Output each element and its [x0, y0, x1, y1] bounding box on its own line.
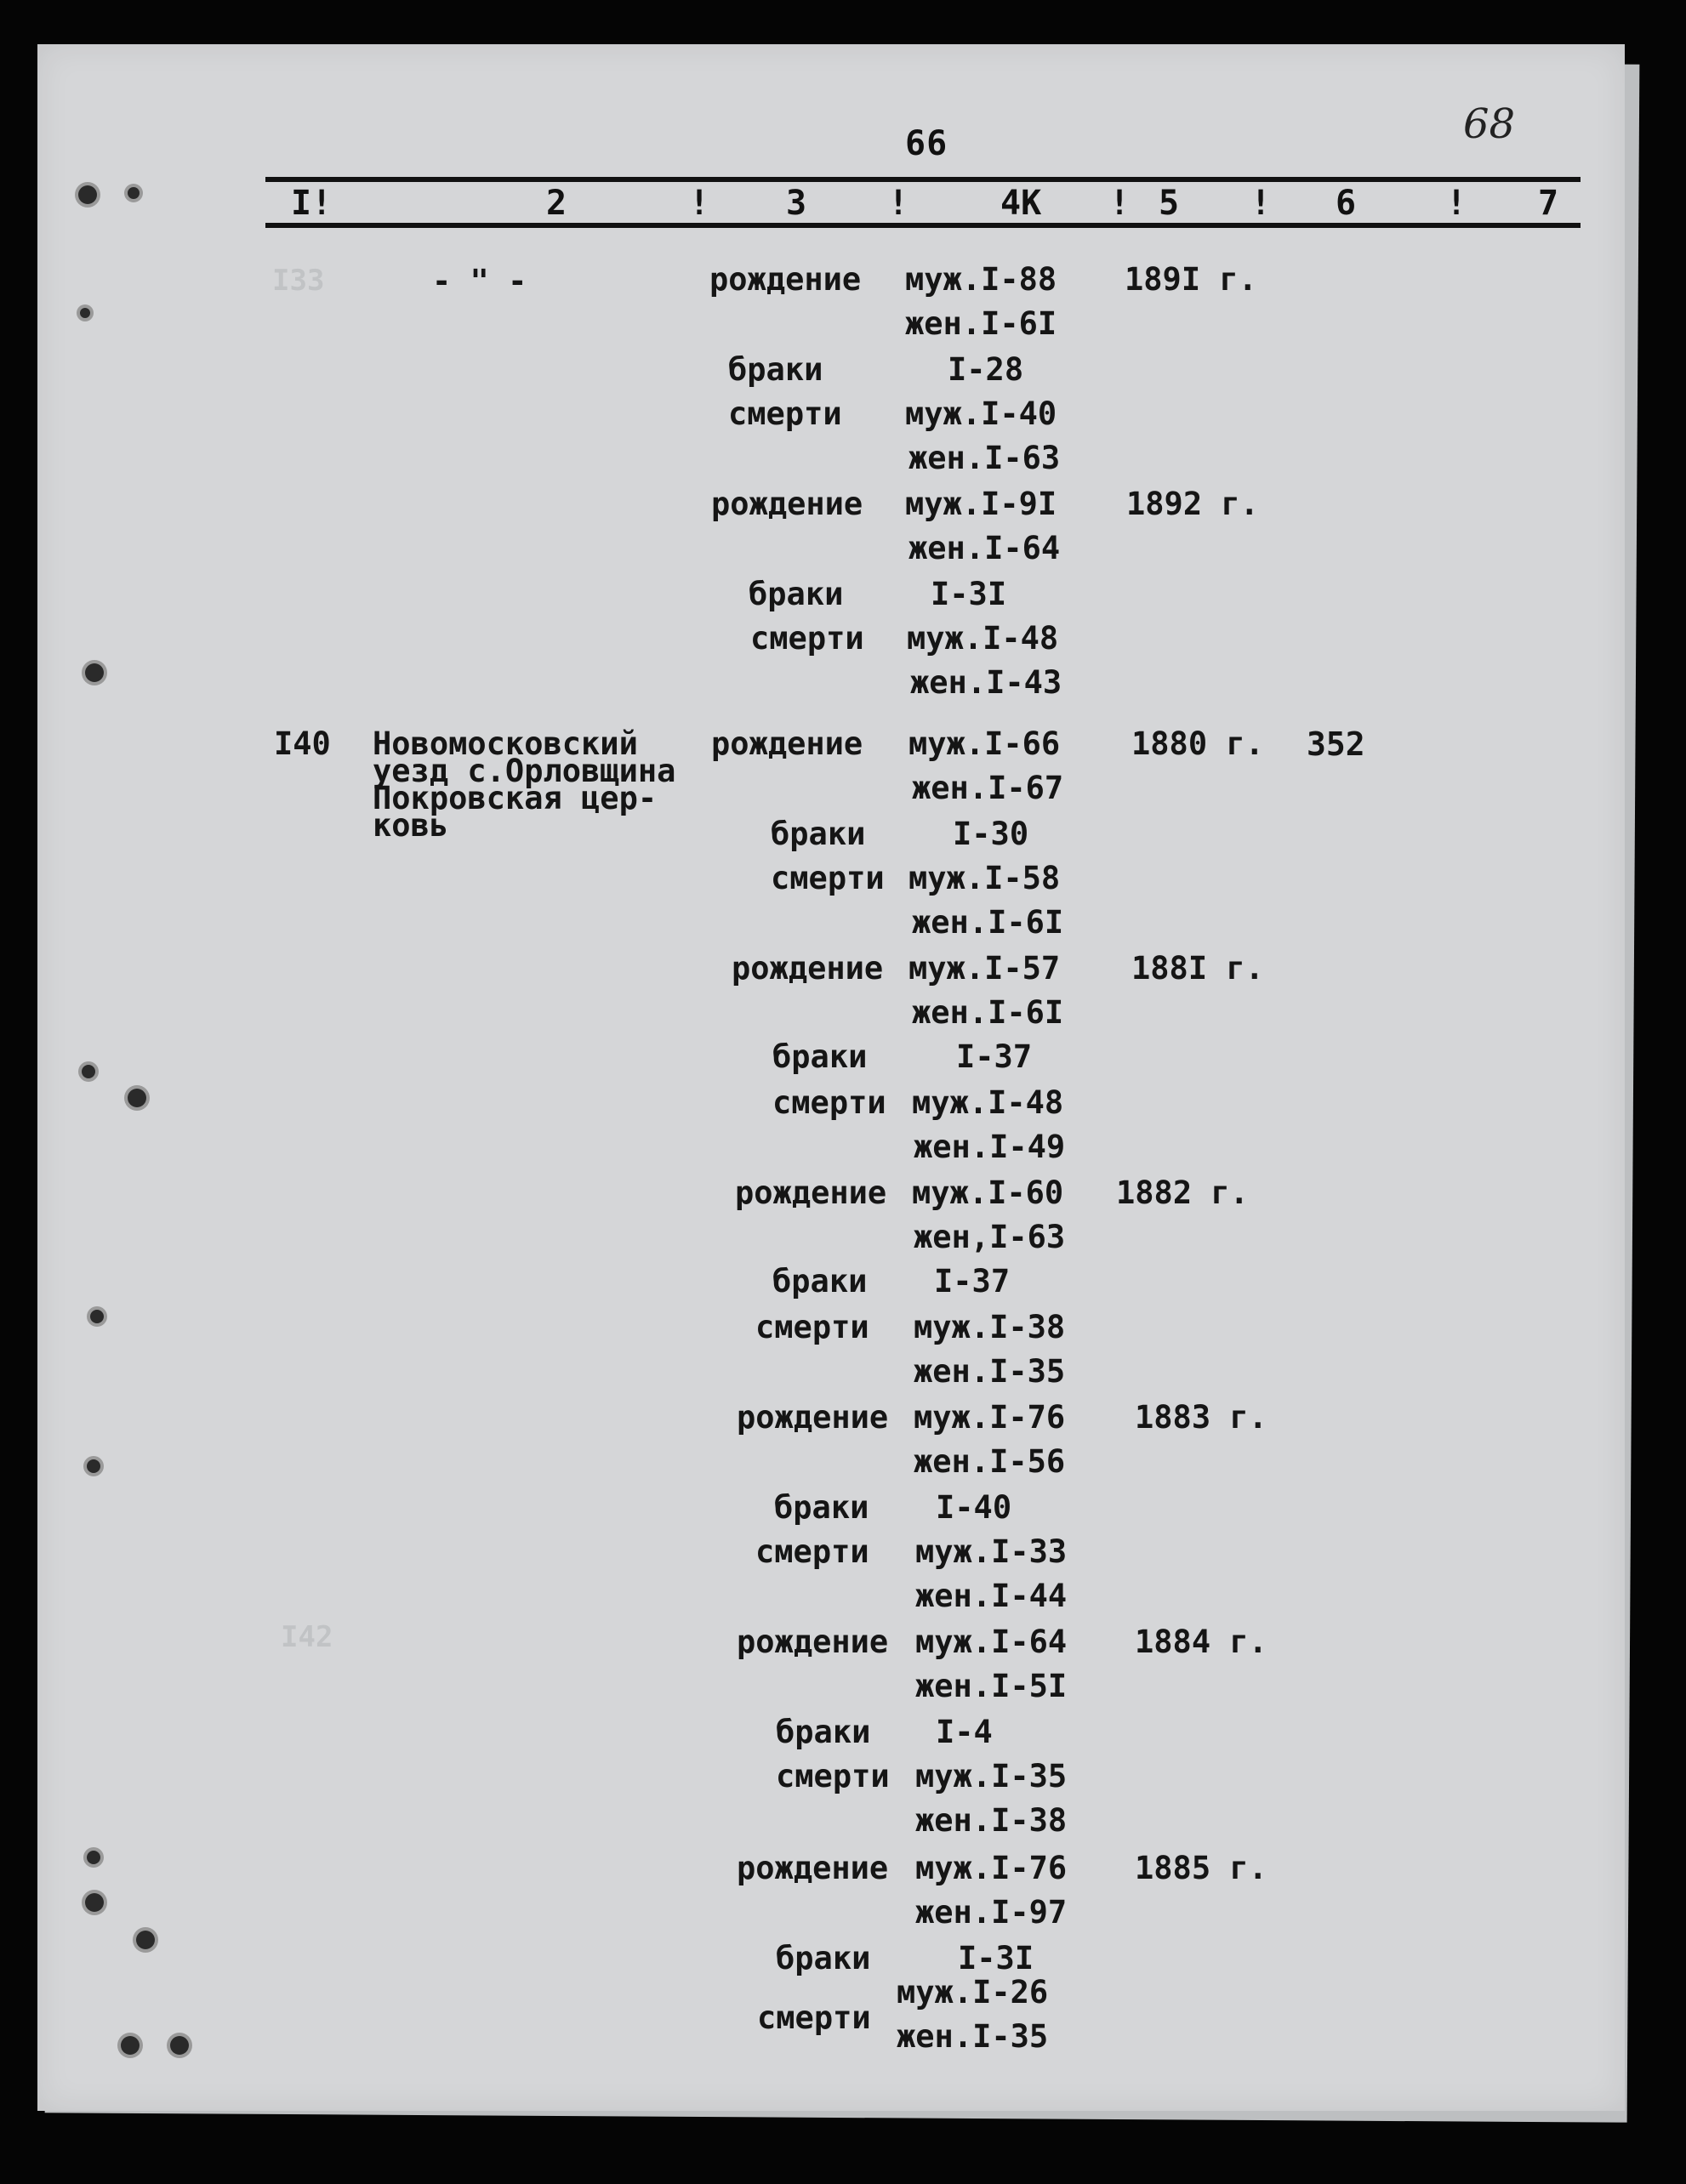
- record-type: браки: [772, 1038, 868, 1075]
- record-value: жен.I-6I: [912, 994, 1064, 1031]
- bleed-through: I33: [272, 264, 325, 298]
- record-value: муж.I-9I: [905, 486, 1057, 522]
- record-value: муж.I-38: [914, 1309, 1066, 1345]
- record-value: I-4: [936, 1714, 993, 1750]
- record-value: I-37: [956, 1038, 1033, 1075]
- record-value: муж.I-26: [897, 1974, 1049, 2011]
- punch-hole: [80, 308, 90, 318]
- column-separator: !: [689, 184, 710, 223]
- entry-name-line: ковь: [373, 807, 449, 844]
- record-value: муж.I-40: [905, 395, 1057, 432]
- record-year: 188I г.: [1131, 950, 1264, 987]
- entry-name-line: Новомосковский: [373, 725, 638, 762]
- record-type: браки: [772, 1263, 868, 1300]
- punch-hole: [87, 1459, 100, 1473]
- record-type: смерти: [772, 1084, 886, 1121]
- record-value: I-28: [948, 351, 1024, 388]
- bleed-through: I42: [281, 1620, 333, 1654]
- record-value: жен.I-38: [915, 1802, 1068, 1839]
- record-type: рождение: [709, 261, 862, 298]
- record-value: жен.I-35: [897, 2018, 1049, 2055]
- record-value: муж.I-88: [905, 261, 1057, 298]
- record-value: муж.I-76: [915, 1850, 1068, 1886]
- record-value: жен.I-67: [912, 770, 1064, 806]
- record-year: 1892 г.: [1126, 486, 1259, 522]
- entry-name-line: Покровская цер-: [373, 780, 658, 816]
- record-value: муж.I-48: [907, 620, 1059, 657]
- record-value: жен.I-56: [914, 1443, 1066, 1480]
- record-year: 189I г.: [1125, 261, 1257, 298]
- punch-hole: [128, 1089, 146, 1107]
- record-value: муж.I-60: [912, 1174, 1064, 1211]
- record-type: браки: [728, 351, 823, 388]
- record-value: муж.I-64: [915, 1624, 1068, 1660]
- punch-hole: [170, 2036, 189, 2055]
- column-header-5: 5: [1159, 184, 1180, 223]
- punch-hole: [90, 1310, 104, 1323]
- punch-hole: [78, 185, 97, 204]
- record-value: жен.I-44: [915, 1578, 1068, 1614]
- archive-sheet-number: 68: [1463, 100, 1516, 148]
- record-value: I-37: [934, 1263, 1011, 1300]
- record-type: рождение: [732, 950, 884, 987]
- record-type: рождение: [711, 486, 863, 522]
- column-header-2: 2: [546, 184, 567, 223]
- record-value: I-40: [936, 1489, 1012, 1526]
- punch-hole: [128, 187, 140, 199]
- column-header-3: 3: [786, 184, 807, 223]
- record-type: браки: [776, 1714, 871, 1750]
- record-type: смерти: [755, 1309, 869, 1345]
- column-separator: !: [1109, 184, 1131, 223]
- record-value: муж.I-33: [915, 1533, 1068, 1570]
- punch-hole: [85, 663, 104, 682]
- entry-number: I40: [274, 725, 331, 762]
- record-year: 1880 г.: [1131, 725, 1264, 762]
- record-value: муж.I-66: [909, 725, 1061, 762]
- column-header-1: I!: [291, 184, 333, 223]
- record-type: рождение: [737, 1624, 889, 1660]
- record-type: смерти: [757, 1999, 871, 2036]
- record-year: 1884 г.: [1135, 1624, 1267, 1660]
- record-value: жен.I-63: [909, 440, 1061, 476]
- document-page: [37, 44, 1625, 2111]
- punch-hole: [136, 1931, 155, 1949]
- record-type: браки: [776, 1940, 871, 1976]
- record-type: рождение: [711, 725, 863, 762]
- record-value: I-30: [953, 816, 1029, 852]
- record-value: жен,I-63: [914, 1219, 1066, 1255]
- column-separator: !: [888, 184, 909, 223]
- record-value: жен.I-5I: [915, 1668, 1068, 1704]
- record-value: жен.I-43: [910, 664, 1062, 701]
- record-value: жен.I-64: [909, 530, 1061, 566]
- punch-hole: [82, 1065, 95, 1078]
- record-value: муж.I-57: [909, 950, 1061, 987]
- ditto-mark: - " -: [432, 263, 527, 299]
- record-type: смерти: [755, 1533, 869, 1570]
- record-type: смерти: [750, 620, 864, 657]
- record-type: рождение: [735, 1174, 887, 1211]
- record-type: рождение: [737, 1399, 889, 1436]
- record-year: 1883 г.: [1135, 1399, 1267, 1436]
- entry-name-line: уезд с.Орловщина: [373, 753, 676, 789]
- record-value: жен.I-97: [915, 1894, 1068, 1931]
- record-value: жен.I-6I: [905, 305, 1057, 342]
- record-value: муж.I-48: [912, 1084, 1064, 1121]
- record-type: смерти: [728, 395, 842, 432]
- record-type: браки: [749, 576, 844, 612]
- column-header-4: 4К: [1000, 184, 1042, 223]
- record-type: браки: [771, 816, 866, 852]
- record-year: 1882 г.: [1116, 1174, 1249, 1211]
- header-rule-top: [265, 177, 1581, 182]
- record-value: I-3I: [958, 1940, 1034, 1976]
- record-value: жен.I-49: [914, 1129, 1066, 1165]
- punch-hole: [87, 1851, 100, 1864]
- punch-hole: [121, 2036, 140, 2055]
- column-header-7: 7: [1538, 184, 1559, 223]
- record-value: муж.I-58: [909, 860, 1061, 896]
- entry-count: 352: [1307, 725, 1365, 763]
- record-value: жен.I-6I: [912, 904, 1064, 941]
- page-number: 66: [905, 124, 948, 163]
- record-type: смерти: [776, 1758, 890, 1794]
- record-type: браки: [774, 1489, 869, 1526]
- record-type: смерти: [771, 860, 885, 896]
- column-separator: !: [1446, 184, 1467, 223]
- record-type: рождение: [737, 1850, 889, 1886]
- header-rule-bottom: [265, 223, 1581, 228]
- column-separator: !: [1250, 184, 1272, 223]
- punch-hole: [85, 1893, 104, 1912]
- record-value: муж.I-76: [914, 1399, 1066, 1436]
- column-header-6: 6: [1336, 184, 1357, 223]
- record-year: 1885 г.: [1135, 1850, 1267, 1886]
- record-value: I-3I: [931, 576, 1007, 612]
- record-value: жен.I-35: [914, 1353, 1066, 1390]
- record-value: муж.I-35: [915, 1758, 1068, 1794]
